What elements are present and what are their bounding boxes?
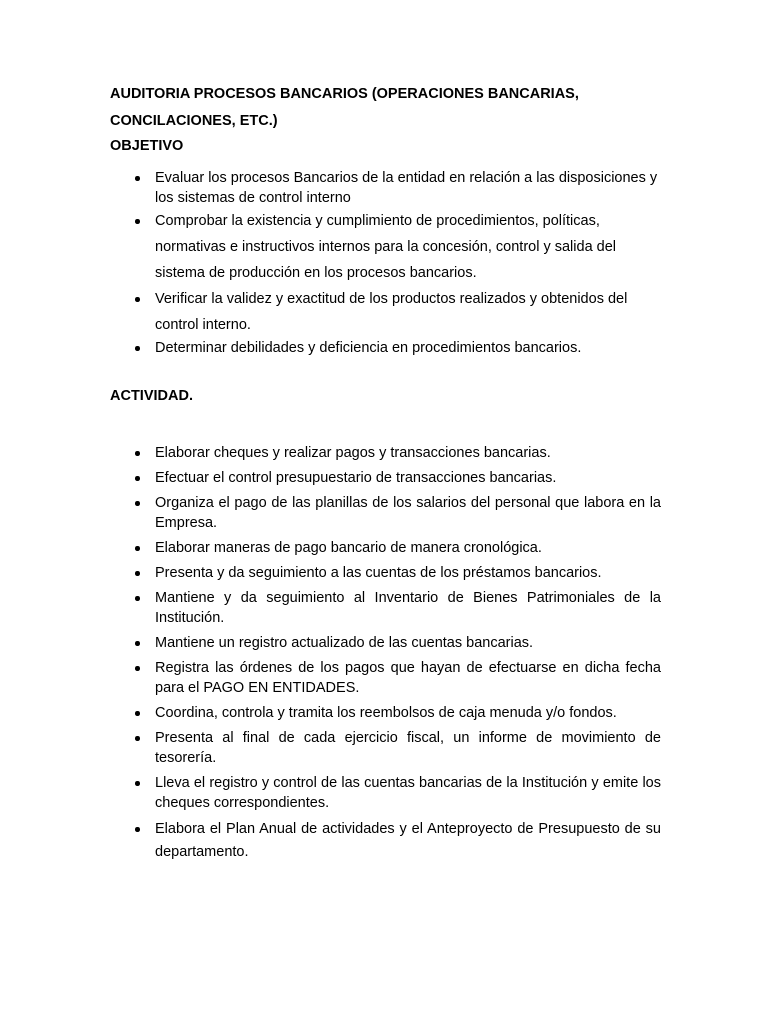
bullet-icon (135, 641, 140, 646)
list-item (110, 493, 661, 533)
bullet-icon (135, 219, 140, 224)
list-item (110, 658, 661, 698)
list-item (110, 633, 661, 653)
bullet-icon (135, 596, 140, 601)
document-title-line-1: AUDITORIA PROCESOS BANCARIOS (OPERACIONES BANCARIAS, (110, 86, 579, 102)
objetivo-bullet-list (110, 168, 661, 358)
list-item-text: Mantiene un registro actualizado de las cuentas bancarias. (155, 635, 534, 651)
list-item (110, 773, 661, 813)
list-item (110, 286, 661, 338)
document-title-line-2: CONCILACIONES, ETC.) (110, 113, 278, 129)
list-item-text: Elaborar maneras de pago bancario de manera cronológica. (155, 540, 542, 556)
list-item (110, 588, 661, 628)
document-title (110, 81, 661, 135)
document-page (110, 81, 661, 869)
list-item-text: Elabora el Plan Anual de actividades y el Anteproyecto de Presupuesto de su departamento. (155, 821, 661, 860)
list-item-text: Evaluar los procesos Bancarios de la entidad en relación a las disposiciones y los sistemas de control interno (155, 170, 658, 206)
bullet-icon (135, 781, 140, 786)
list-item (110, 208, 661, 286)
bullet-icon (135, 827, 140, 832)
bullet-icon (135, 736, 140, 741)
list-item-text: Mantiene y da seguimiento al Inventario de Bienes Patrimoniales de la Institución. (155, 590, 661, 626)
list-item (110, 468, 661, 488)
list-item-text: Comprobar la existencia y cumplimiento de procedimientos, políticas, normativas e instructivos internos para la concesión, control y salida del sistema de producción en los procesos bancarios. (155, 213, 617, 281)
list-item-text: Coordina, controla y tramita los reembolsos de caja menuda y/o fondos. (155, 705, 617, 721)
list-item-text: Presenta y da seguimiento a las cuentas de los préstamos bancarios. (155, 565, 602, 581)
bullet-icon (135, 176, 140, 181)
list-item-text: Lleva el registro y control de las cuentas bancarias de la Institución y emite los cheques correspondientes. (155, 775, 661, 811)
bullet-icon (135, 711, 140, 716)
bullet-icon (135, 666, 140, 671)
list-item (110, 563, 661, 583)
list-item-text: Registra las órdenes de los pagos que hayan de efectuarse en dicha fecha para el PAGO EN ENTIDADES. (155, 660, 661, 696)
bullet-icon (135, 501, 140, 506)
list-item-text: Verificar la validez y exactitud de los productos realizados y obtenidos del control interno. (155, 291, 628, 333)
list-item (110, 703, 661, 723)
list-item (110, 443, 661, 463)
bullet-icon (135, 346, 140, 351)
bullet-icon (135, 571, 140, 576)
actividad-bullet-list (110, 443, 661, 864)
section-heading-objetivo: OBJETIVO (110, 138, 184, 154)
list-item (110, 728, 661, 768)
list-item (110, 818, 661, 864)
bullet-icon (135, 546, 140, 551)
bullet-icon (135, 297, 140, 302)
bullet-icon (135, 451, 140, 456)
list-item (110, 338, 661, 358)
list-item (110, 168, 661, 208)
list-item (110, 538, 661, 558)
list-item-text: Organiza el pago de las planillas de los salarios del personal que labora en la Empresa. (155, 495, 661, 531)
list-item-text: Elaborar cheques y realizar pagos y transacciones bancarias. (155, 445, 551, 461)
list-item-text: Efectuar el control presupuestario de transacciones bancarias. (155, 470, 557, 486)
bullet-icon (135, 476, 140, 481)
list-item-text: Presenta al final de cada ejercicio fiscal, un informe de movimiento de tesorería. (155, 730, 661, 766)
section-heading-actividad: ACTIVIDAD. (110, 388, 193, 404)
list-item-text: Determinar debilidades y deficiencia en procedimientos bancarios. (155, 340, 582, 356)
